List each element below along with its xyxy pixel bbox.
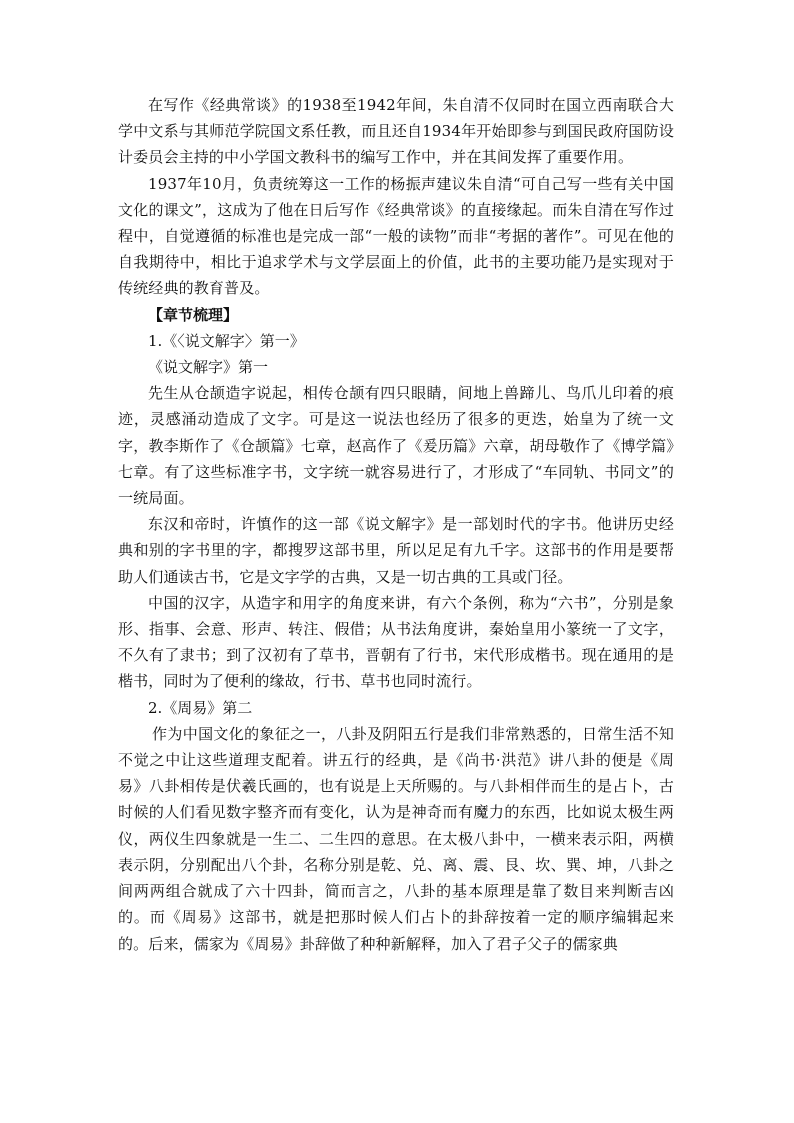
section-heading: 【章节梳理】 bbox=[148, 305, 239, 324]
chapter-1-paragraph-3: 中国的汉字，从造字和用字的角度来讲，有六个条例，称为“六书”，分别是象形、指事、会意、形声、转注、假借；从书法角度讲，秦始皇用小篆统一了文字，不久有了隶书；到了汉初有了草书，晋朝有了行书，宋代形成楷书。现在通用的是楷书，同时为了便利的缘故，行书、草书也同时流行。 bbox=[118, 593, 674, 691]
chapter-1-paragraph-1: 先生从仓颉造字说起，相传仓颉有四只眼睛，间地上兽蹄儿、鸟爪儿印着的痕迹，灵感涌动造成了文字。可是这一说法也经历了很多的更迭，始皇为了统一文字，教李斯作了《仓颉篇》七章，赵高作了《爰历篇》六章，胡母敬作了《博学篇》七章。有了这些标准字书，文字统一就容易进行了，才形成了“车同轨、书同文”的一统局面。 bbox=[118, 384, 674, 508]
intro-paragraph-2: 1937年10月，负责统筹这一工作的杨振声建议朱自清“可自己写一些有关中国文化的课文”，这成为了他在日后写作《经典常谈》的直接缘起。而朱自清在写作过程中，自觉遵循的标准也是完成一部“一般的读物”而非“考据的著作”。可见在他的自我期待中，相比于追求学术与文学层面上的价值，此书的主要功能乃是实现对于传统经典的教育普及。 bbox=[118, 174, 674, 298]
intro-paragraph-1: 在写作《经典常谈》的1938至1942年间，朱自清不仅同时在国立西南联合大学中文系与其师范学院国文系任教，而且还自1934年开始即参与到国民政府国防设计委员会主持的中小学国文教科书的编写工作中，并在其间发挥了重要作用。 bbox=[118, 96, 674, 167]
document-page bbox=[118, 92, 674, 957]
chapter-2-title: 2.《周易》第二 bbox=[148, 698, 253, 717]
chapter-1-title: 1.《〈说文解字〉第一》 bbox=[148, 331, 305, 350]
chapter-2-paragraph-1: 作为中国文化的象征之一，八卦及阴阳五行是我们非常熟悉的，日常生活不知不觉之中让这些道理支配着。讲五行的经典，是《尚书·洪范》讲八卦的便是《周易》八卦相传是伏羲氏画的，也有说是上天所赐的。与八卦相伴而生的是占卜，古时候的人们看见数字整齐而有变化，认为是神奇而有魔力的东西，比如说太极生两仪，两仪生四象就是一生二、二生四的意思。在太极八卦中，一横来表示阳，两横表示阴，分别配出八个卦，名称分别是乾、兑、离、震、艮、坎、巽、坤，八卦之间两两组合就成了六十四卦，简而言之，八卦的基本原理是靠了数目来判断吉凶的。而《周易》这部书，就是把那时候人们占卜的卦辞按着一定的顺序编辑起来的。后来，儒家为《周易》卦辞做了种种新解释，加入了君子父子的儒家典 bbox=[118, 724, 674, 953]
chapter-1-subtitle: 《说文解字》第一 bbox=[148, 358, 269, 377]
chapter-1-paragraph-2: 东汉和帝时，许慎作的这一部《说文解字》是一部划时代的字书。他讲历史经典和别的字书里的字，都搜罗这部书里，所以足足有九千字。这部书的作用是要帮助人们通读古书，它是文字学的古典，又是一切古典的工具或门径。 bbox=[118, 515, 674, 586]
